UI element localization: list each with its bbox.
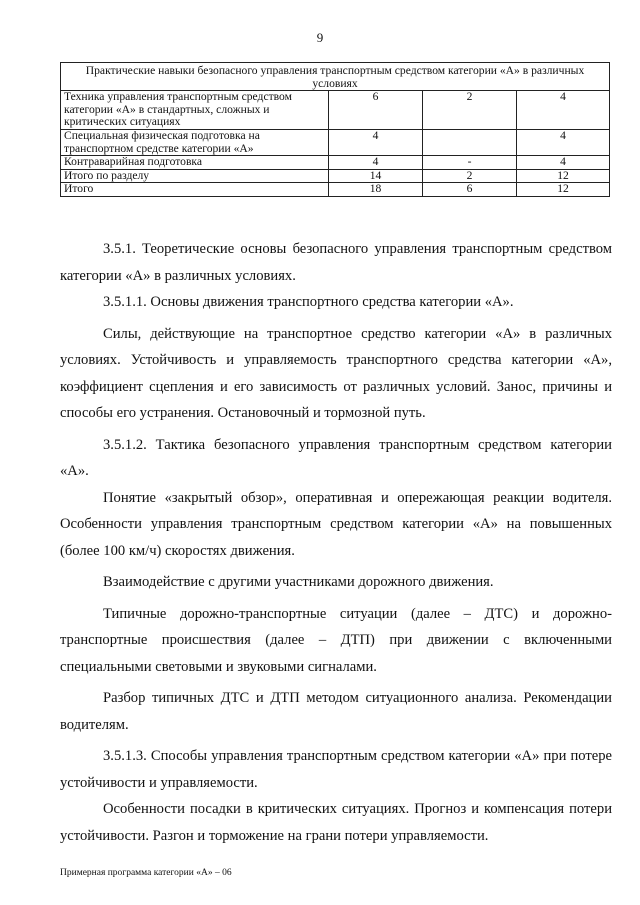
row-total-hours: 4 [329,129,423,155]
paragraph: Особенности посадки в критических ситуациях. Прогноз и компенсация потери устойчивости. Разгон и торможение на грани потери управляемости. [60,801,612,844]
row-practice-hours: 4 [517,129,610,155]
row-practice-hours: 4 [517,156,610,170]
paragraph: Взаимодействие с другими участниками дорожного движения. [103,574,494,590]
row-practice-hours: 12 [517,183,610,197]
row-theory-hours [423,129,517,155]
row-total-hours: 18 [329,183,423,197]
row-theory-hours: - [423,156,517,170]
row-label: Итого [61,183,329,197]
page-number: 9 [316,30,324,45]
paragraph: Типичные дорожно-транспортные ситуации (далее – ДТС) и дорожно-транспортные происшествия (далее – ДТП) при движении с включенными специальными световыми и звуковыми сигналами. [60,605,612,675]
row-theory-hours: 2 [423,91,517,130]
table-row [61,91,610,130]
paragraph: Силы, действующие на транспортное средство категории «А» в различных условиях. Устойчивость и управляемость транспортного средства категории «А», коэффициент сцепления и его зависимость от различных условий. Занос, причины и способы его устранения. Остановочный и тормозной путь. [60,325,612,421]
row-total-hours: 4 [329,156,423,170]
paragraph: Разбор типичных ДТС и ДТП методом ситуационного анализа. Рекомендации водителям. [60,690,612,733]
row-label: Итого по разделу [61,169,329,183]
section-heading-3-5-1: 3.5.1. Теоретические основы безопасного управления транспортным средством категории «А» в различных условиях. [60,241,612,284]
row-practice-hours: 4 [517,91,610,130]
table-row [61,169,610,183]
row-label: Специальная физическая подготовка на транспортном средстве категории «А» [61,129,329,155]
row-label: Контраварийная подготовка [61,156,329,170]
row-theory-hours: 6 [423,183,517,197]
table-row [61,129,610,155]
section-heading-3-5-1-1: 3.5.1.1. Основы движения транспортного средства категории «А». [103,294,514,310]
skills-table [60,62,610,197]
paragraph: Понятие «закрытый обзор», оперативная и опережающая реакции водителя. Особенности управления транспортным средством категории «А» на повышенных (более 100 км/ч) скоростях движения. [60,489,612,559]
row-theory-hours: 2 [423,169,517,183]
row-label: Техника управления транспортным средством категории «А» в стандартных, сложных и критических ситуациях [61,91,329,130]
table-header: Практические навыки безопасного управления транспортным средством категории «А» в различных условиях [61,63,610,91]
row-total-hours: 14 [329,169,423,183]
row-practice-hours: 12 [517,169,610,183]
table-row [61,156,610,170]
table-header-row [61,63,610,91]
body-text [60,236,612,854]
table-row [61,183,610,197]
page-footer: Примерная программа категории «А» – 06 [60,868,232,878]
section-heading-3-5-1-3: 3.5.1.3. Способы управления транспортным средством категории «А» при потере устойчивости и управляемости. [60,748,612,791]
row-total-hours: 6 [329,91,423,130]
section-heading-3-5-1-2: 3.5.1.2. Тактика безопасного управления транспортным средством категории «А». [60,436,612,479]
